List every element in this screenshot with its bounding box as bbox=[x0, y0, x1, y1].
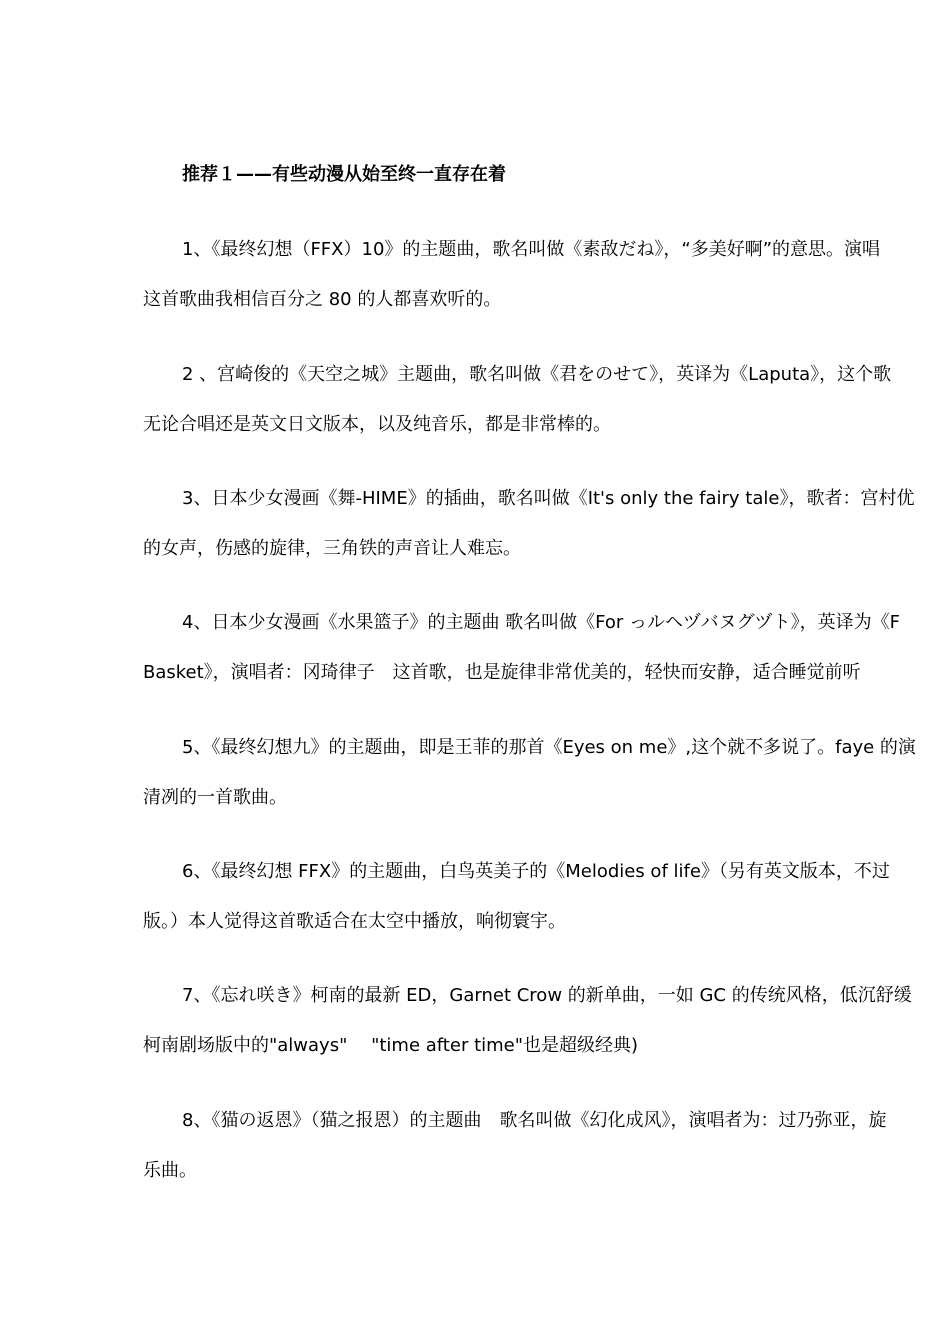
paragraph-8-line-1: 8、《猫の返恩》（猫之报恩）的主题曲 歌名叫做《幻化成风》，演唱者为：过乃弥亚，旋 bbox=[182, 1110, 887, 1131]
paragraph-8-line-2: 乐曲。 bbox=[143, 1160, 197, 1181]
paragraph-1-line-1: 1、《最终幻想（FFX）10》的主题曲，歌名叫做《素敌だね》，“多美好啊”的意思。演唱 bbox=[182, 239, 881, 260]
paragraph-5-line-1: 5、《最终幻想九》的主题曲，即是王菲的那首《Eyes on me》,这个就不多说了。faye 的演 bbox=[182, 737, 916, 758]
paragraph-3-line-1: 3、日本少女漫画《舞-HIME》的插曲，歌名叫做《It's only the fairy tale》，歌者：宫村优 bbox=[182, 488, 915, 509]
document-title: 推荐１——有些动漫从始至终一直存在着 bbox=[182, 164, 506, 185]
paragraph-4-line-1: 4、日本少女漫画《水果篮子》的主题曲 歌名叫做《For っルヘヅバヌグヅト》，英译为《F bbox=[182, 612, 901, 633]
paragraph-2-line-1: 2 、宫崎俊的《天空之城》主题曲，歌名叫做《君をのせて》，英译为《Laputa》，这个歌 bbox=[182, 364, 892, 385]
paragraph-1-line-2: 这首歌曲我相信百分之 80 的人都喜欢听的。 bbox=[143, 289, 502, 310]
paragraph-2-line-2: 无论合唱还是英文日文版本，以及纯音乐，都是非常棒的。 bbox=[143, 414, 611, 435]
paragraph-7-line-1: 7、《忘れ咲き》柯南的最新 ED，Garnet Crow 的新单曲，一如 GC 的传统风格，低沉舒缓 bbox=[182, 985, 912, 1006]
paragraph-6-line-2: 版。）本人觉得这首歌适合在太空中播放，响彻寰宇。 bbox=[143, 911, 566, 932]
paragraph-6-line-1: 6、《最终幻想 FFX》的主题曲，白鸟英美子的《Melodies of life》（另有英文版本，不过 bbox=[182, 861, 890, 882]
paragraph-7-line-2: 柯南剧场版中的"always" "time after time"也是超级经典) bbox=[143, 1035, 639, 1056]
paragraph-5-line-2: 清冽的一首歌曲。 bbox=[143, 787, 287, 808]
paragraph-4-line-2: Basket》，演唱者：冈琦律子 这首歌，也是旋律非常优美的，轻快而安静，适合睡觉前听 bbox=[143, 662, 861, 683]
paragraph-3-line-2: 的女声，伤感的旋律，三角铁的声音让人难忘。 bbox=[143, 538, 521, 559]
